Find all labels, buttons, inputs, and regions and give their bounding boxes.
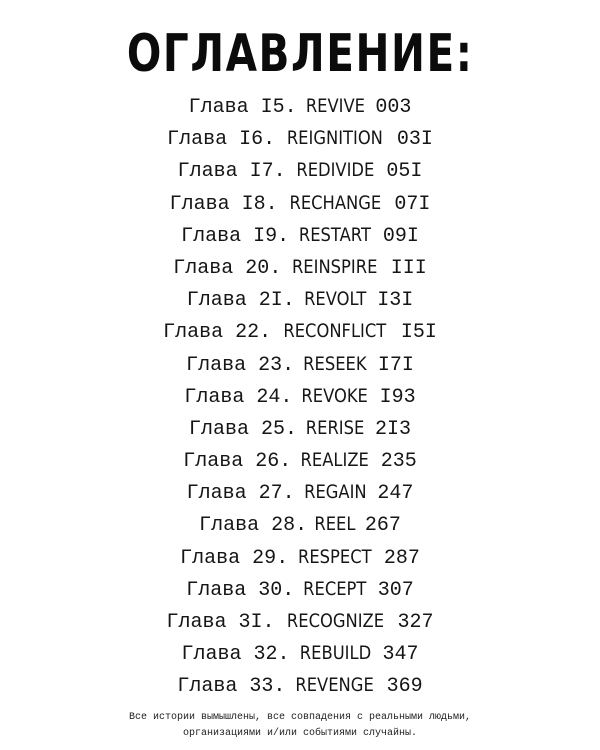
chapter-label: Глава 3I. [166, 611, 275, 634]
chapter-label: Глава 26. [183, 450, 292, 474]
chapter-entry [163, 283, 437, 315]
chapter-entry [163, 90, 437, 122]
chapter-entry [163, 476, 437, 508]
chapter-name: REINSPIRE [292, 255, 378, 278]
chapter-page-number: I7I [377, 353, 414, 377]
chapter-name: REVENGE [295, 674, 375, 697]
chapter-page-number: I93 [379, 385, 416, 409]
chapter-name: RECONFLICT [283, 320, 387, 343]
chapter-name: REEL [314, 513, 356, 536]
chapter-name: RESPECT [298, 545, 372, 568]
chapter-name: REVOLT [303, 288, 367, 311]
chapter-entry [163, 669, 437, 701]
chapter-label: Глава 30. [186, 578, 295, 602]
chapter-page-number: 267 [364, 514, 401, 538]
chapter-name: RESTART [298, 223, 372, 246]
disclaimer [0, 710, 600, 742]
chapter-name: REALIZE [300, 449, 370, 472]
disclaimer-line: организациями и/или событиями случайны. [182, 728, 418, 739]
chapter-page-number: 247 [377, 482, 414, 506]
chapter-name: REVIVE [305, 95, 365, 117]
chapter-name: RECHANGE [289, 191, 381, 214]
chapter-entry [163, 412, 437, 444]
chapter-name: REGAIN [303, 481, 367, 504]
chapter-name: RECOGNIZE [286, 610, 384, 632]
chapter-label: Глава 29. [180, 546, 289, 570]
chapter-page-number: I5I [400, 321, 437, 345]
chapter-label: Глава I7. [177, 160, 286, 184]
chapter-label: Глава 23. [186, 353, 295, 377]
chapter-label: Глава I5. [188, 96, 297, 119]
chapter-label: Глава I9. [181, 224, 290, 248]
chapter-entry [163, 187, 437, 219]
chapter-label: Глава 25. [188, 417, 297, 441]
chapter-entry [163, 605, 437, 637]
chapter-name: RERISE [305, 416, 365, 439]
chapter-entry [163, 444, 437, 476]
chapter-name: RECEPT [303, 577, 367, 600]
chapter-entry [163, 573, 437, 605]
chapter-page-number: I3I [377, 289, 414, 313]
chapter-page-number: 2I3 [375, 417, 412, 441]
chapter-page-number: 347 [382, 643, 419, 667]
chapter-entry [163, 508, 437, 540]
chapter-page-number: 287 [383, 546, 420, 570]
chapter-entry [163, 122, 437, 154]
chapter-entry [163, 637, 437, 669]
chapter-name: REDIVIDE [296, 159, 374, 182]
chapter-label: Глава I8. [169, 192, 278, 216]
chapter-label: Глава 20. [173, 256, 282, 280]
chapter-label: Глава 2I. [186, 289, 295, 313]
chapter-page-number: 327 [397, 611, 434, 634]
chapter-label: Глава 27. [186, 482, 295, 506]
chapter-page-number: 369 [386, 675, 423, 699]
chapter-label: Глава 24. [184, 385, 293, 409]
chapter-name: REVOKE [301, 384, 369, 407]
chapter-label: Глава 22. [163, 321, 272, 345]
chapter-page-number: 05I [386, 160, 423, 184]
chapter-entry [163, 380, 437, 412]
chapter-label: Глава I6. [167, 128, 276, 152]
chapter-page-number: 09I [382, 224, 419, 248]
chapter-page-number: III [390, 256, 427, 280]
chapter-entry [163, 348, 437, 380]
chapter-label: Глава 32. [181, 643, 290, 667]
chapter-entry [163, 315, 437, 347]
chapter-entry [163, 251, 437, 283]
chapter-entry [163, 541, 437, 573]
chapter-entry [163, 219, 437, 251]
chapter-name: RESEEK [303, 352, 367, 375]
chapter-name: REBUILD [299, 642, 371, 665]
chapter-page-number: 235 [380, 450, 417, 474]
chapter-list [163, 90, 437, 702]
chapter-label: Глава 33. [177, 675, 286, 699]
page-title: ОГЛАВЛЕНИЕ: [126, 24, 474, 84]
disclaimer-line: Все истории вымышлены, все совпадения с реальными людьми, [128, 712, 472, 723]
chapter-page-number: 03I [396, 128, 433, 152]
chapter-label: Глава 28. [199, 514, 308, 538]
chapter-name: REIGNITION [286, 127, 384, 150]
chapter-entry [163, 154, 437, 186]
chapter-page-number: 003 [375, 96, 412, 119]
chapter-page-number: 07I [394, 192, 431, 216]
chapter-page-number: 307 [377, 578, 414, 602]
